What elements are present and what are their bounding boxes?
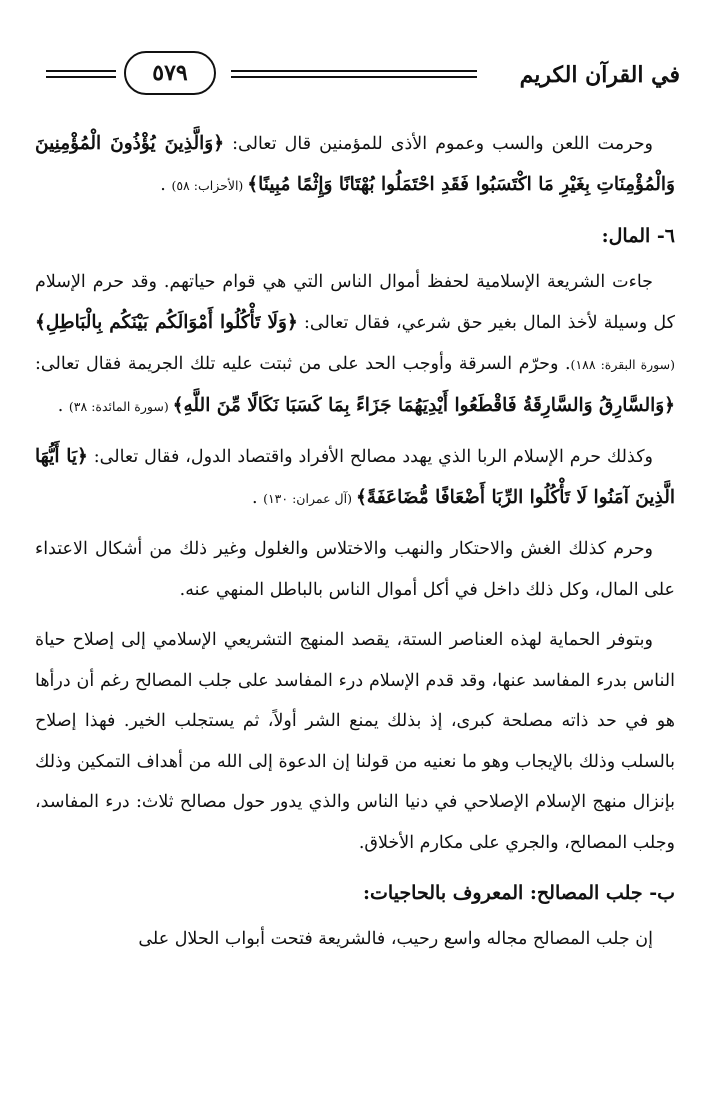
paragraph-fraud: وحرم كذلك الغش والاحتكار والنهب والاختلاس والغلول وغير ذلك من أشكال الاعتداء على المال، وكل ذلك داخل في أكل أموال الناس بالباطل المنهي عنه. bbox=[35, 539, 675, 600]
text-run: وكذلك حرم الإسلام الربا الذي يهدد مصالح الأفراد واقتصاد الدول، فقال تعالى: bbox=[87, 447, 653, 467]
header-rule bbox=[231, 70, 477, 72]
text-run: . وحرّم السرقة وأوجب الحد على من ثبتت عليه تلك الجريمة فقال تعالى: bbox=[35, 354, 571, 374]
verse-reference: (سورة البقرة: ١٨٨) bbox=[570, 357, 675, 372]
text-run: جاءت الشريعة الإسلامية لحفظ أموال الناس التي هي قوام حياتهم. وقد حرم الإسلام كل وسيلة لأخذ المال بغير حق شرعي، فقال تعالى: bbox=[35, 272, 675, 333]
quran-verse: ﴿وَالسَّارِقُ وَالسَّارِقَةُ فَاقْطَعُوا أَيْدِيَهُمَا جَزَاءً بِمَا كَسَبَا نَكَالًا مِّنَ اللَّهِ﴾ bbox=[172, 394, 675, 416]
section-heading-wealth: ٦- المال: bbox=[601, 225, 675, 247]
text-run: وحرمت اللعن والسب وعموم الأذى للمؤمنين قال تعالى: bbox=[224, 134, 653, 154]
page-header bbox=[40, 48, 680, 104]
text-run: . bbox=[251, 487, 264, 508]
book-title: في القرآن الكريم bbox=[519, 62, 680, 88]
quran-verse: ﴿وَالَّذِينَ يُؤْذُونَ الْمُؤْمِنِينَ وَالْمُؤْمِنَاتِ بِغَيْرِ مَا اكْتَسَبُوا فَقَدِ احْتَمَلُوا بُهْتَانًا وَإِثْمًا مُبِينًا﴾ bbox=[35, 133, 675, 195]
paragraph-reform: وبتوفر الحماية لهذه العناصر الستة، يقصد المنهج التشريعي الإسلامي إلى إصلاح حياة الناس بدرء المفاسد عنها، وقد قدم الإسلام درء المفاسد على جلب المصالح رغم أن درأها هو في حد ذاته مصلحة كبرى، إذ بذلك يمنع الشر أولاً، ثم يستجلب الخير. فهذا إصلاح بالسلب وذلك بالإيجاب وهو ما نعنيه من قولنا إن الدعوة إلى الله من أهداف التمكين وذلك بإنزال منهج الإسلام الإصلاحي في دنيا الناس والذي يدور حول مصالح ثلاث: درء المفاسد، وجلب المصالح، والجري على مكارم الأخلاق. bbox=[35, 630, 675, 853]
quran-verse: ﴿وَلَا تَأْكُلُوا أَمْوَالَكُم بَيْنَكُم بِالْبَاطِلِ﴾ bbox=[35, 311, 298, 333]
page-number: ٥٧٩ bbox=[124, 51, 216, 95]
paragraph-wealth-protection bbox=[35, 262, 675, 427]
text-run: . bbox=[160, 174, 172, 195]
header-rule bbox=[46, 76, 116, 78]
verse-reference: (آل عمران: ١٣٠) bbox=[263, 490, 356, 506]
section-heading-benefits: ب- جلب المصالح: المعروف بالحاجيات: bbox=[363, 882, 675, 904]
text-run: . bbox=[57, 395, 69, 416]
header-rule bbox=[46, 70, 116, 72]
paragraph-insult-prohibition bbox=[35, 124, 675, 206]
verse-reference: (سورة المائدة: ٣٨) bbox=[68, 398, 173, 414]
paragraph-benefits: إن جلب المصالح مجاله واسع رحيب، فالشريعة فتحت أبواب الحلال على bbox=[138, 929, 653, 949]
header-rule bbox=[231, 76, 477, 78]
quran-verse: ﴿يَا أَيُّهَا الَّذِينَ آمَنُوا لَا تَأْكُلُوا الرِّبَا أَضْعَافًا مُّضَاعَفَةً﴾ bbox=[35, 446, 675, 508]
paragraph-usury bbox=[35, 437, 675, 519]
verse-reference: (الأحزاب: ٥٨) bbox=[171, 177, 248, 193]
page-body bbox=[35, 124, 675, 970]
